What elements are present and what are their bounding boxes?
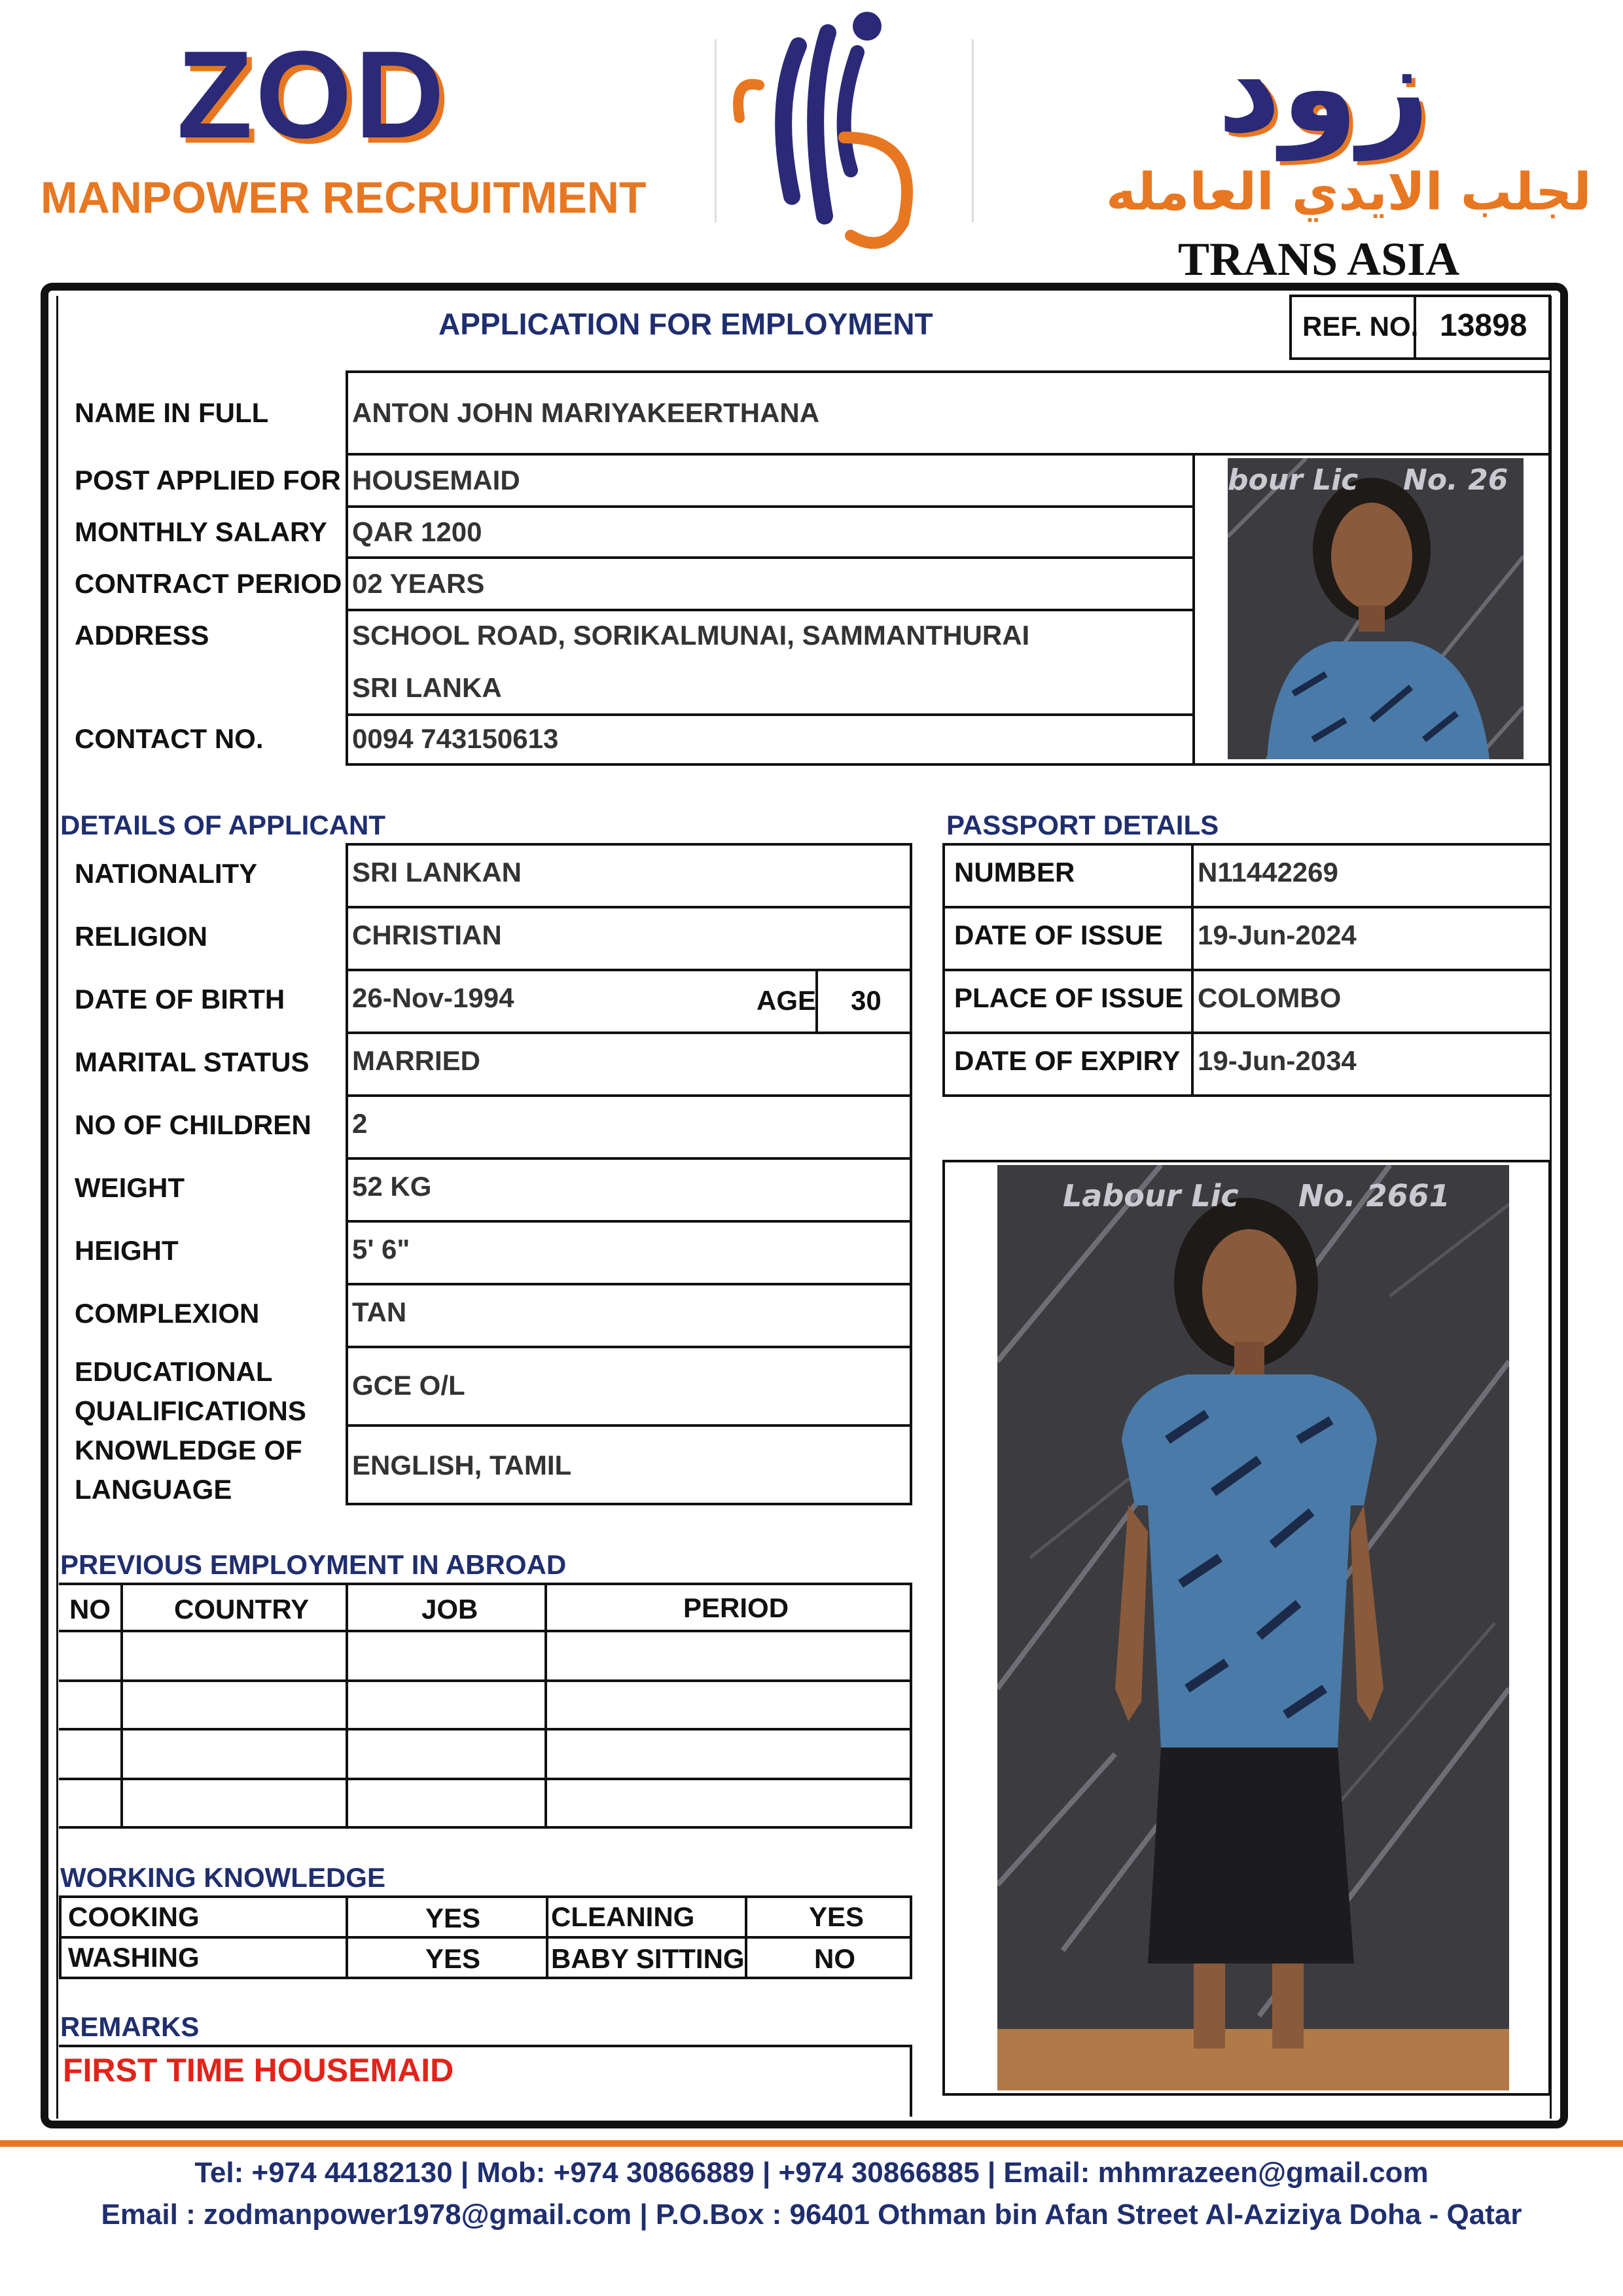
table-line xyxy=(544,1583,547,1829)
table-line xyxy=(346,1157,912,1160)
table-line xyxy=(346,969,912,971)
skill-label: COOKING xyxy=(68,1901,200,1932)
field-label: EDUCATIONAL QUALIFICATIONS xyxy=(75,1356,306,1426)
table-line xyxy=(1191,843,1194,1097)
weight-value: 52 KG xyxy=(352,1171,432,1202)
skill-label: BABY SITTING xyxy=(551,1943,745,1974)
dob-value: 26-Nov-1994 xyxy=(352,982,514,1013)
education-value: GCE O/L xyxy=(352,1370,465,1401)
footer-divider xyxy=(0,2140,1623,2147)
table-line xyxy=(942,906,1551,908)
field-label: HEIGHT xyxy=(75,1235,179,1266)
column-header: COUNTRY xyxy=(174,1594,310,1624)
skill-label: WASHING xyxy=(68,1942,200,1973)
table-line xyxy=(346,1283,912,1285)
table-line xyxy=(346,609,1194,611)
nationality-value: SRI LANKAN xyxy=(352,857,522,888)
address-country-value: SRI LANKA xyxy=(352,672,502,703)
table-line xyxy=(59,1895,912,1898)
language-value: ENGLISH, TAMIL xyxy=(352,1450,572,1480)
field-label: RELIGION xyxy=(75,921,208,952)
section-heading-working: WORKING KNOWLEDGE xyxy=(60,1862,385,1893)
table-line xyxy=(346,1094,912,1097)
table-line xyxy=(346,1220,912,1223)
column-header: NO xyxy=(69,1594,111,1624)
children-value: 2 xyxy=(352,1108,368,1139)
address-value: SCHOOL ROAD, SORIKALMUNAI, SAMMANTHURAI xyxy=(352,620,1030,651)
section-heading-applicant: DETAILS OF APPLICANT xyxy=(60,810,385,840)
table-line xyxy=(942,843,945,1097)
passport-label: PLACE OF ISSUE xyxy=(954,982,1184,1013)
passport-label: NUMBER xyxy=(954,857,1075,888)
photo-watermark: Labour Lic xyxy=(1063,1178,1239,1213)
marital-value: MARRIED xyxy=(352,1045,480,1076)
header-divider xyxy=(715,39,717,223)
field-label: MARITAL STATUS xyxy=(75,1047,310,1077)
full-name-value: ANTON JOHN MARIYAKEERTHANA xyxy=(352,397,820,428)
table-line xyxy=(910,1895,912,1979)
table-line xyxy=(59,1630,912,1632)
table-line xyxy=(346,1503,912,1505)
section-heading-previous: PREVIOUS EMPLOYMENT IN ABROAD xyxy=(60,1549,567,1580)
table-line xyxy=(59,1826,912,1829)
applicant-full-photo xyxy=(997,1165,1509,2090)
photo-watermark: No. 2661 xyxy=(1298,1178,1450,1213)
field-label: NAME IN FULL xyxy=(75,397,269,428)
partner-name: TRANS ASIA xyxy=(1178,233,1460,285)
passport-number-value: N11442269 xyxy=(1198,857,1338,888)
footer-address: Email : zodmanpower1978@gmail.com | P.O.Box : 96401 Othman bin Afan Street Al-Aziziya Doha - Qatar xyxy=(101,2198,1522,2231)
ref-label: REF. NO. xyxy=(1302,311,1419,342)
table-line xyxy=(346,843,348,1505)
section-heading-remarks: REMARKS xyxy=(60,2011,200,2042)
remarks-value: FIRST TIME HOUSEMAID xyxy=(63,2052,454,2089)
table-line xyxy=(346,505,1194,508)
table-line xyxy=(942,1031,1551,1034)
brand-logo-text: ZOD xyxy=(177,26,448,164)
table-line xyxy=(346,906,912,908)
table-line xyxy=(59,1679,912,1682)
field-label: CONTRACT PERIOD xyxy=(75,568,342,599)
field-label: KNOWLEDGE OF LANGUAGE xyxy=(75,1435,302,1505)
form-title: APPLICATION FOR EMPLOYMENT xyxy=(438,307,933,341)
table-line xyxy=(59,1895,62,1979)
table-line xyxy=(346,556,1194,559)
arabic-brand-text: زود xyxy=(1217,16,1430,160)
height-value: 5' 6" xyxy=(352,1234,410,1265)
skill-value: YES xyxy=(809,1901,865,1932)
expiry-date-value: 19-Jun-2034 xyxy=(1198,1045,1357,1076)
field-label: DATE OF BIRTH xyxy=(75,984,285,1014)
applicant-portrait-photo xyxy=(1228,458,1524,759)
table-line xyxy=(346,370,348,766)
table-line xyxy=(59,1936,912,1939)
passport-label: DATE OF EXPIRY xyxy=(954,1045,1181,1076)
skill-value: YES xyxy=(425,1943,481,1974)
table-line xyxy=(1548,370,1551,766)
skill-value: YES xyxy=(425,1903,481,1933)
issue-place-value: COLOMBO xyxy=(1198,982,1342,1013)
field-label: ADDRESS xyxy=(75,620,209,651)
table-line xyxy=(346,1031,912,1034)
table-line xyxy=(910,1583,912,1829)
ref-value: 13898 xyxy=(1440,308,1527,343)
field-label: POST APPLIED FOR xyxy=(75,465,341,495)
table-line xyxy=(346,370,1551,373)
table-line xyxy=(346,1346,912,1348)
table-line xyxy=(346,713,1194,716)
religion-value: CHRISTIAN xyxy=(352,920,502,950)
table-line xyxy=(910,2045,912,2117)
salary-value: QAR 1200 xyxy=(352,516,482,547)
field-label: NATIONALITY xyxy=(75,858,258,889)
age-label: AGE xyxy=(757,985,817,1016)
table-line xyxy=(910,843,912,1505)
brand-subtitle: MANPOWER RECRUITMENT xyxy=(41,173,647,223)
skill-label: CLEANING xyxy=(551,1901,695,1932)
photo-watermark: bour Lic xyxy=(1228,463,1359,497)
table-line xyxy=(1192,453,1195,766)
table-line xyxy=(546,1895,548,1979)
photo-watermark: No. 26 xyxy=(1403,463,1508,497)
field-label: NO OF CHILDREN xyxy=(75,1109,312,1140)
frame-inner-border xyxy=(56,296,58,2119)
table-line xyxy=(942,843,1551,846)
column-header: PERIOD xyxy=(683,1592,789,1623)
table-line xyxy=(346,1895,348,1979)
contact-value: 0094 743150613 xyxy=(352,723,559,754)
table-line xyxy=(346,843,912,846)
age-value: 30 xyxy=(851,985,882,1016)
section-heading-passport: PASSPORT DETAILS xyxy=(946,810,1219,840)
column-header: JOB xyxy=(421,1594,478,1624)
table-line xyxy=(59,1583,912,1585)
company-logo-icon xyxy=(720,7,942,255)
passport-label: DATE OF ISSUE xyxy=(954,920,1163,950)
field-label: COMPLEXION xyxy=(75,1298,260,1329)
complexion-value: TAN xyxy=(352,1297,407,1327)
field-label: MONTHLY SALARY xyxy=(75,516,327,547)
contract-value: 02 YEARS xyxy=(352,568,485,599)
table-line xyxy=(346,453,1551,456)
table-line xyxy=(942,969,1551,971)
table-line xyxy=(346,1424,912,1427)
field-label: WEIGHT xyxy=(75,1172,185,1203)
table-line xyxy=(942,1094,1551,1097)
table-line xyxy=(346,763,1551,766)
header-divider xyxy=(972,39,974,223)
arabic-subtitle: لجلب الايدي العامله xyxy=(1106,163,1592,222)
table-line xyxy=(346,1583,348,1829)
footer-contact: Tel: +974 44182130 | Mob: +974 30866889 | +974 30866885 | Email: mhmrazeen@gmail.com xyxy=(194,2157,1429,2189)
table-line xyxy=(59,1778,912,1780)
post-value: HOUSEMAID xyxy=(352,465,520,495)
field-label: CONTACT NO. xyxy=(75,723,264,754)
table-line xyxy=(59,1977,912,1979)
table-line xyxy=(120,1583,123,1829)
issue-date-value: 19-Jun-2024 xyxy=(1198,920,1357,950)
table-line xyxy=(745,1895,747,1979)
table-line xyxy=(59,1728,912,1731)
skill-value: NO xyxy=(814,1943,855,1974)
table-line xyxy=(59,2045,912,2047)
